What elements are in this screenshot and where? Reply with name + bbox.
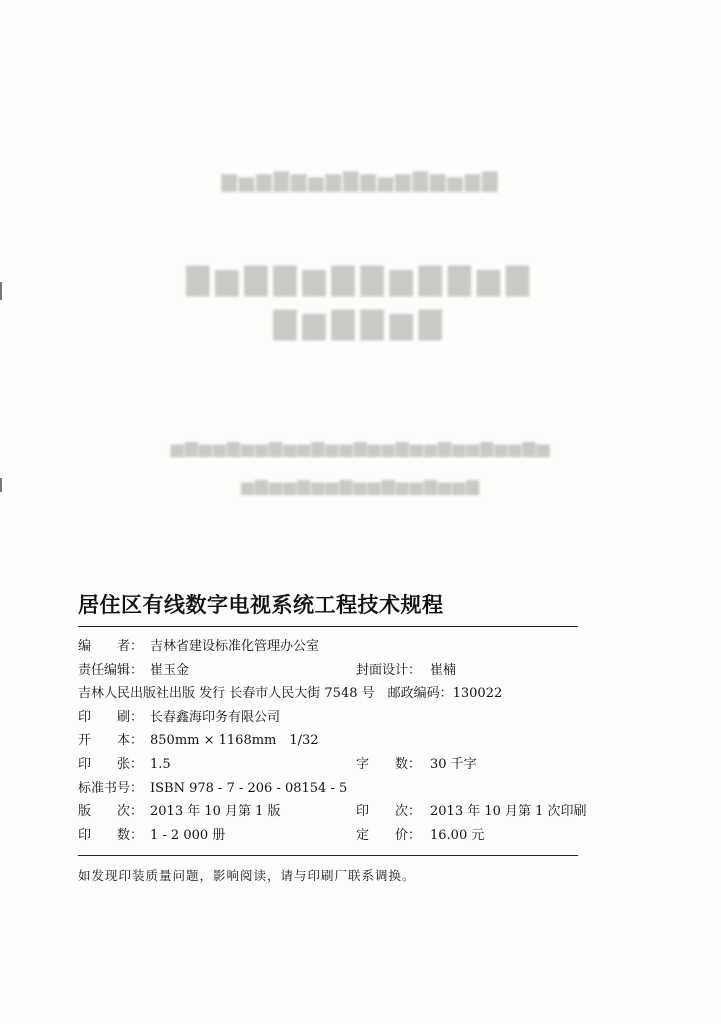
field-value: 1 - 2 000 册: [150, 827, 226, 843]
field-value: 崔玉金: [150, 662, 190, 678]
field-value: 30 千字: [430, 756, 477, 772]
publisher-line: 吉林人民出版社出版 发行 长春市人民大街 7548 号 邮政编码：130022: [78, 686, 503, 702]
show-through-line: ▇▆▇▇▆▇: [273, 306, 448, 341]
field-value: 崔楠: [430, 662, 457, 678]
field-printer: [78, 706, 598, 730]
book-title: 居住区有线数字电视系统工程技术规程: [78, 593, 444, 617]
field-value: ISBN 978 - 7 - 206 - 08154 - 5: [150, 780, 348, 796]
field-label: 印 刷：: [78, 709, 144, 725]
field-format: [78, 729, 598, 753]
colophon-fields: [78, 635, 598, 847]
colophon-block: [78, 590, 598, 886]
field-value: 16.00 元: [430, 827, 485, 843]
field-label: 版 次：: [78, 804, 144, 820]
scan-margin-mark: [0, 478, 2, 492]
field-print-run: [78, 824, 598, 848]
field-publisher: [78, 682, 598, 706]
bottom-rule: [78, 855, 578, 856]
field-isbn: [78, 777, 598, 801]
quality-notice: 如发现印装质量问题，影响阅读，请与印刷厂联系调换。: [78, 868, 416, 884]
title-rule: [78, 626, 578, 627]
field-value: 吉林省建设标准化管理办公室: [150, 639, 320, 654]
field-value: 1.5: [150, 756, 171, 772]
scan-margin-mark: [0, 282, 2, 300]
field-label: 字 数：: [356, 756, 422, 772]
field-label: 编 者：: [78, 639, 144, 654]
show-through-line: ▅▆▅▅▆▅▅▆▅▅▆▅▅▆▅▅▆▅▅▆▅▅▆▅▅▆▅: [170, 438, 551, 458]
field-label: 印 张：: [78, 756, 144, 772]
show-through-line: ▅▆▅▅▆▅▅▆▅▅▆▅▅▆▅▅▆: [240, 476, 481, 496]
show-through-line: ▇▆▇▇▆▇▇▆▇▇▆▇: [186, 262, 535, 297]
field-value: 长春鑫海印务有限公司: [150, 709, 281, 725]
field-label: 封面设计：: [356, 662, 422, 678]
field-label: 印 数：: [78, 827, 144, 843]
field-label: 印 次：: [356, 804, 422, 820]
field-value: 850mm × 1168mm 1/32: [150, 733, 319, 749]
field-label: 责任编辑：: [78, 662, 144, 678]
field-label: 标准书号：: [78, 780, 144, 796]
field-value: 2013 年 10 月第 1 版: [150, 804, 281, 820]
field-label: 定 价：: [356, 827, 422, 843]
field-sheets: [78, 753, 598, 777]
show-through-line: ▆▅▆▇▆▅▆▇▆▅▆▇▆▅▆▇: [221, 168, 500, 192]
field-edition: [78, 800, 598, 824]
field-responsible-editor: [78, 659, 598, 683]
field-value: 2013 年 10 月第 1 次印刷: [430, 804, 587, 820]
field-editor: [78, 635, 598, 659]
field-label: 开 本：: [78, 733, 144, 749]
